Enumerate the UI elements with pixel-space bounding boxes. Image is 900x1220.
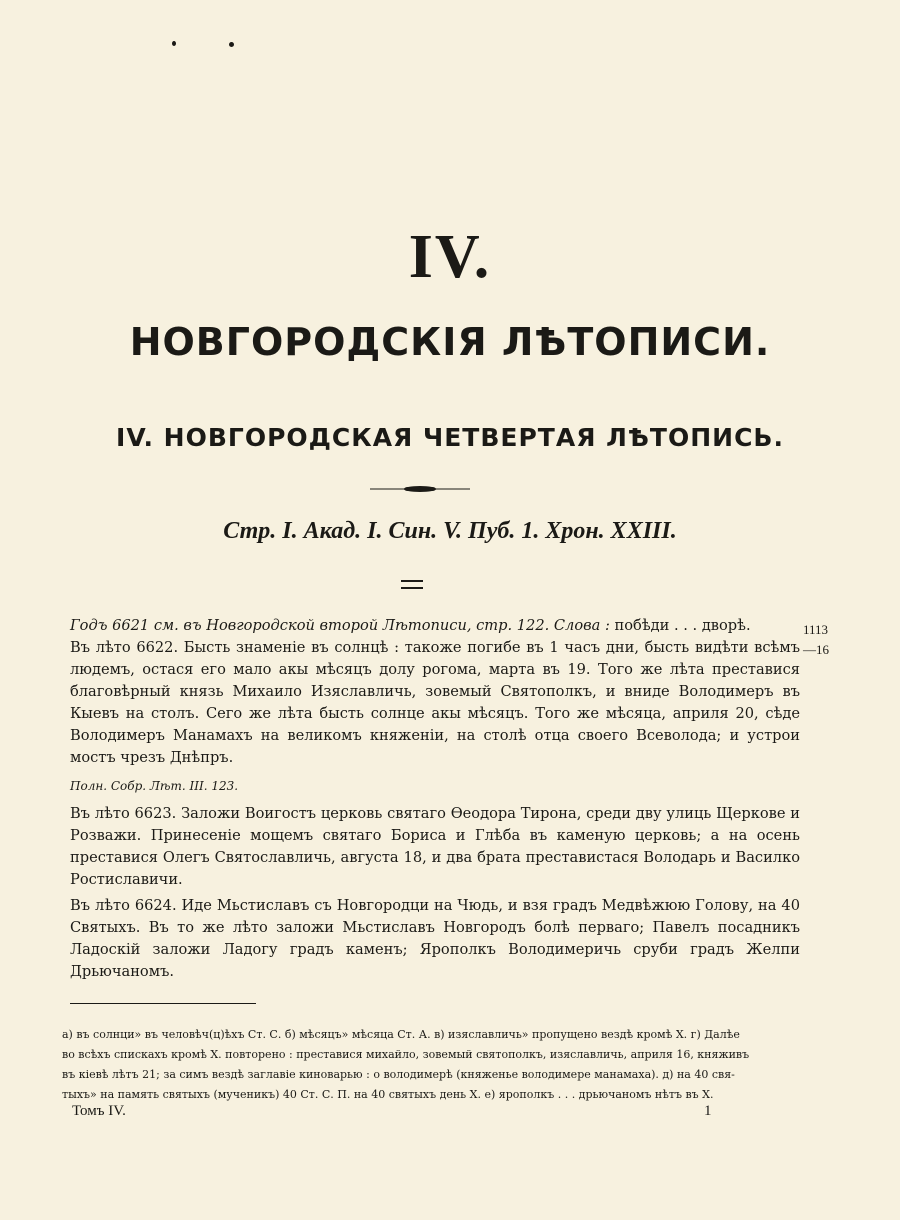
volume-label: Томъ IV. bbox=[72, 1103, 126, 1119]
ink-speck bbox=[229, 42, 234, 47]
ornament-divider bbox=[370, 483, 470, 495]
intro-rest: побѣди . . . дворѣ. bbox=[609, 617, 751, 634]
footnote-line: въ кіевѣ лѣтъ 21; за симъ вездѣ заглавіе киноварью : о володимерѣ (княженье володимере манамаха). д) на 40 свя- bbox=[62, 1068, 735, 1081]
section-title: НОВГОРОДСКІЯ ЛѢТОПИСИ. bbox=[129, 320, 771, 364]
entry-6623: Въ лѣто 6623. Заложи Воигостъ церковь святаго Өеодора Тирона, среди дву улиць Щеркове и Розважи. Принесеніе мощемъ святаго Бориса и Глѣба въ каменую церковь; а на осень преставися Олегъ Святославличь, августа 18, и два брата преставистася Володарь и Василко Ростиславичи. bbox=[70, 805, 800, 888]
citation: Полн. Собр. Лѣт. III. 123. bbox=[70, 779, 239, 793]
page-number: 1 bbox=[704, 1103, 712, 1119]
footnote-line: а) въ солнци» въ человѣч(ц)ѣхъ Ст. С. б) мѣсяцъ» мѣсяца Ст. А. в) изяславличь» пропущено вездѣ кромѣ Х. г) Далѣе bbox=[62, 1028, 740, 1041]
intro-italic: Годъ 6621 см. въ Новгородской второй Лѣтописи, стр. 122. Слова : bbox=[70, 617, 610, 634]
entry-6624: Въ лѣто 6624. Иде Мьстиславъ съ Новгородци на Чюдь, и взя градъ Медвѣжюю Голову, на 40 Святыхъ. Въ то же лѣто заложи Мьстиславъ Новгородъ болѣ перваго; Павелъ посадникъ Ладоскій заложи Ладогу градъ каменъ; Ярополкъ Володимеричь сруби градъ Желпи Дрьючаномъ. bbox=[70, 897, 800, 980]
chronicle-text bbox=[70, 615, 800, 983]
manuscript-sources: Стр. I. Акад. I. Син. V. Пуб. 1. Хрон. XXIII. bbox=[223, 518, 677, 544]
footnote-rule bbox=[70, 1003, 256, 1004]
ink-speck bbox=[172, 41, 176, 46]
footnote-line: тыхъ» на память святыхъ (мученикъ) 40 Ст. С. П. на 40 святыхъ день Х. е) ярополкъ . . . дрьючаномъ нѣтъ въ Х. bbox=[62, 1088, 714, 1101]
intro-line bbox=[70, 615, 800, 637]
margin-years-top: 1113 bbox=[803, 622, 829, 637]
margin-years-bottom: —16 bbox=[803, 642, 829, 657]
footnote-line: во всѣхъ спискахъ кромѣ Х. повторено : преставися михайло, зовемый святополкъ, изяславличь, априля 16, княживъ bbox=[62, 1048, 750, 1061]
entry-6622: Въ лѣто 6622. Бысть знаменіе въ солнцѣ : такоже погибе въ 1 часъ дни, бысть видѣти всѣмъ людемъ, остася его мало акы мѣсяцъ долу рогома, марта въ 19. Того же лѣта преставися благовѣрный князь Михаило Изяславличь, зовемый Святополкъ, и вниде Володимеръ въ Кыевъ на столъ. Сего же лѣта бысть солнце акы мѣсяцъ. Того же мѣсяца, априля 20, сѣде Володимеръ Манамахъ на великомъ княженіи, на столѣ отца своего Всеволода; и устрои мостъ чрезъ Днѣпръ. bbox=[70, 639, 800, 766]
chronicle-subtitle: IV. НОВГОРОДСКАЯ ЧЕТВЕРТАЯ ЛѢТОПИСЬ. bbox=[116, 423, 784, 452]
double-rule bbox=[401, 580, 423, 594]
footnotes bbox=[62, 1025, 800, 1105]
section-number: IV. bbox=[408, 223, 492, 291]
